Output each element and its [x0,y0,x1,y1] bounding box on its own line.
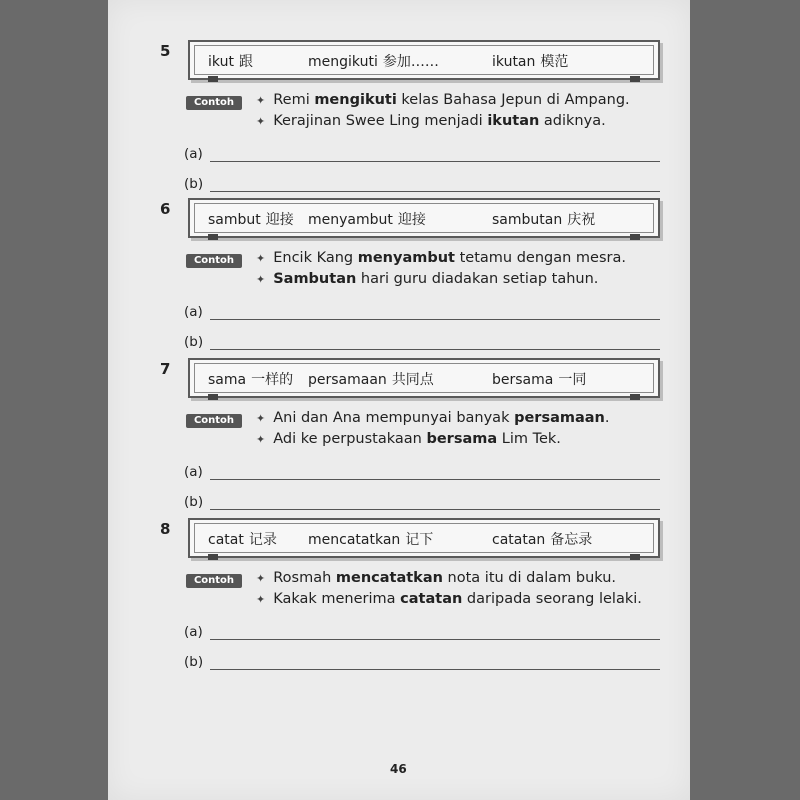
chinese-translation: 备忘录 [550,532,593,548]
chinese-translation: 跟 [238,54,253,70]
answer-line[interactable] [184,654,660,670]
answer-line[interactable] [184,494,660,510]
example-sentence [256,570,616,586]
malay-word: menyambut [308,212,393,228]
answer-label: (b) [184,654,204,670]
answer-line[interactable] [184,334,660,350]
box-tab-right [630,394,640,400]
answer-line[interactable] [184,304,660,320]
malay-word: catatan [492,532,546,548]
vocab-word [308,369,434,389]
malay-word: ikut [208,54,234,70]
answer-label: (a) [184,624,203,640]
answer-rule[interactable] [210,479,660,480]
bullet-icon: ✦ [256,412,266,425]
bullet-icon: ✦ [256,115,266,128]
box-tab-left [208,394,218,400]
malay-word: sambutan [492,212,563,228]
malay-word: mengikuti [308,54,378,70]
chinese-translation: 一样的 [251,372,294,388]
answer-rule[interactable] [210,349,660,350]
box-tab-right [630,234,640,240]
example-badge: Contoh [186,574,242,588]
sentence-text: Encik Kang [273,250,358,266]
answer-rule[interactable] [210,509,660,510]
sentence-text: hari guru diadakan setiap tahun. [356,271,599,287]
malay-word: sama [208,372,247,388]
answer-rule[interactable] [210,191,660,192]
sentence-text: adiknya. [539,113,606,129]
example-sentence [256,113,606,129]
example-badge: Contoh [186,254,242,268]
box-tab-right [630,76,640,82]
bullet-icon: ✦ [256,273,266,286]
answer-rule[interactable] [210,319,660,320]
vocab-word [308,209,426,229]
chinese-translation: 共同点 [391,372,434,388]
sentence-text: Adi ke perpustakaan [273,431,427,447]
example-badge: Contoh [186,414,242,428]
answer-rule[interactable] [210,669,660,670]
answer-label: (a) [184,464,203,480]
worksheet-page [108,0,690,800]
vocab-word [208,209,294,229]
chinese-translation: 记录 [248,532,277,548]
bullet-icon: ✦ [256,252,266,265]
page-number: 46 [390,762,407,776]
vocab-word [208,51,253,71]
answer-rule[interactable] [210,161,660,162]
malay-word: bersama [492,372,554,388]
answer-line[interactable] [184,176,660,192]
malay-word: catat [208,532,244,548]
malay-word: ikutan [492,54,536,70]
answer-line[interactable] [184,464,660,480]
section-number: 5 [160,42,171,60]
chinese-translation: 参加…… [382,54,439,70]
sentence-text: Kerajinan Swee Ling menjadi [273,113,488,129]
section-number: 6 [160,200,171,218]
chinese-translation: 一同 [558,372,587,388]
example-sentence [256,591,642,607]
answer-label: (b) [184,334,204,350]
chinese-translation: 庆祝 [567,212,596,228]
word-box [188,518,660,558]
section-number: 8 [160,520,171,538]
sentence-text: Kakak menerima [273,591,401,607]
example-sentence [256,431,561,447]
answer-line[interactable] [184,146,660,162]
answer-label: (b) [184,176,204,192]
word-box [188,198,660,238]
keyword: menyambut [357,250,455,266]
malay-word: mencatatkan [308,532,401,548]
keyword: Sambutan [273,271,357,287]
vocab-word [208,369,293,389]
sentence-text: . [604,410,610,426]
chinese-translation: 记下 [405,532,434,548]
sentence-text: daripada seorang lelaki. [462,591,642,607]
vocab-word [308,529,433,549]
sentence-text: Remi [273,92,315,108]
sentence-text: nota itu di dalam buku. [442,570,617,586]
bullet-icon: ✦ [256,593,266,606]
vocab-word [492,529,592,549]
keyword: catatan [400,591,463,607]
vocab-word [308,51,439,71]
keyword: ikutan [487,113,540,129]
answer-label: (b) [184,494,204,510]
box-tab-left [208,76,218,82]
word-box [188,40,660,80]
vocab-word [492,51,568,71]
malay-word: persamaan [308,372,387,388]
example-sentence [256,92,630,108]
keyword: mencatatkan [335,570,443,586]
bullet-icon: ✦ [256,572,266,585]
vocab-word [492,209,595,229]
box-tab-left [208,554,218,560]
example-sentence [256,410,609,426]
sentence-text: Lim Tek. [497,431,561,447]
keyword: mengikuti [314,92,397,108]
vocab-word [492,369,586,389]
keyword: persamaan [514,410,605,426]
chinese-translation: 迎接 [265,212,294,228]
section-number: 7 [160,360,171,378]
word-box [188,358,660,398]
chinese-translation: 模范 [540,54,569,70]
box-tab-left [208,234,218,240]
bullet-icon: ✦ [256,94,266,107]
example-badge: Contoh [186,96,242,110]
sentence-text: Ani dan Ana mempunyai banyak [273,410,515,426]
sentence-text: Rosmah [273,570,336,586]
answer-label: (a) [184,146,203,162]
answer-rule[interactable] [210,639,660,640]
chinese-translation: 迎接 [397,212,426,228]
answer-label: (a) [184,304,203,320]
vocab-word [208,529,277,549]
example-sentence [256,250,626,266]
answer-line[interactable] [184,624,660,640]
sentence-text: kelas Bahasa Jepun di Ampang. [396,92,630,108]
malay-word: sambut [208,212,261,228]
sentence-text: tetamu dengan mesra. [454,250,626,266]
box-tab-right [630,554,640,560]
example-sentence [256,271,598,287]
keyword: bersama [426,431,498,447]
bullet-icon: ✦ [256,433,266,446]
